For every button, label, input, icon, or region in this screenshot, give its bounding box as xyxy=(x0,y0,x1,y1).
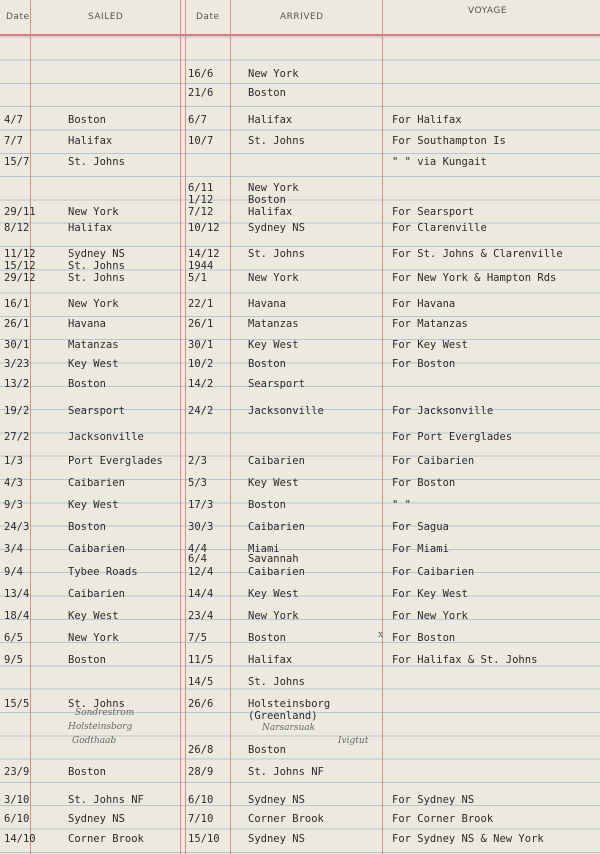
arrived-date: 5/3 xyxy=(188,477,207,489)
arrived-date: 17/3 xyxy=(188,499,214,511)
arrived-date: 7/10 xyxy=(188,813,214,825)
arrived-port: Key West xyxy=(248,477,299,489)
voyage-note: For Clarenville xyxy=(392,222,487,234)
sailed-date: 14/10 xyxy=(4,833,36,845)
arrived-port: (Greenland) xyxy=(248,710,318,722)
arrived-date: 6/11 xyxy=(188,182,214,194)
arrived-port: Sydney NS xyxy=(248,794,305,806)
arrived-date: 1/12 xyxy=(188,194,214,206)
voyage-note: " " via Kungait xyxy=(392,156,487,168)
arrived-date: 15/10 xyxy=(188,833,220,845)
sailed-port: Caibarien xyxy=(68,543,125,555)
sailed-port: St. Johns NF xyxy=(68,794,144,806)
sailed-port: Boston xyxy=(68,114,106,126)
arrived-port: New York xyxy=(248,182,299,194)
arrived-port: Boston xyxy=(248,632,286,644)
arrived-port: Halifax xyxy=(248,206,293,218)
voyage-note: For Matanzas xyxy=(392,318,468,330)
arrived-date: 10/2 xyxy=(188,358,214,370)
arrived-port: Boston xyxy=(248,499,286,511)
sailed-date: 19/2 xyxy=(4,405,30,417)
arrived-port: New York xyxy=(248,610,299,622)
sailed-port: Boston xyxy=(68,378,106,390)
voyage-note: For Caibarien xyxy=(392,455,475,467)
arrived-port: Halifax xyxy=(248,114,293,126)
sailed-port: New York xyxy=(68,298,119,310)
arrived-date: 26/8 xyxy=(188,744,214,756)
header-arrived: ARRIVED xyxy=(280,12,324,22)
arrived-port: Havana xyxy=(248,298,286,310)
sailed-port: Searsport xyxy=(68,405,125,417)
column-rule xyxy=(230,0,231,854)
arrived-port: Sydney NS xyxy=(248,833,305,845)
note-greenland: Ivigtut xyxy=(338,736,369,746)
arrived-date: 14/4 xyxy=(188,588,214,600)
sailed-port: Halifax xyxy=(68,135,113,147)
voyage-note: For Boston xyxy=(392,358,456,370)
sailed-date: 8/12 xyxy=(4,222,30,234)
arrived-port: Key West xyxy=(248,339,299,351)
sailed-date: 4/3 xyxy=(4,477,23,489)
arrived-port: Caibarien xyxy=(248,455,305,467)
sailed-port: Boston xyxy=(68,521,106,533)
sailed-date: 30/1 xyxy=(4,339,30,351)
sailed-port: Corner Brook xyxy=(68,833,144,845)
arrived-date: 14/5 xyxy=(188,676,214,688)
arrived-port: St. Johns xyxy=(248,248,305,260)
sailed-date: 9/4 xyxy=(4,566,23,578)
arrived-port: Caibarien xyxy=(248,566,305,578)
arrived-date: 1944 xyxy=(188,260,214,272)
sailed-port: Halifax xyxy=(68,222,113,234)
voyage-note: For Havana xyxy=(392,298,456,310)
voyage-note: " " xyxy=(392,499,411,511)
sailed-port: Sydney NS xyxy=(68,248,125,260)
voyage-note: For Searsport xyxy=(392,206,475,218)
voyage-note: For Jacksonville xyxy=(392,405,494,417)
sailed-port: St. Johns xyxy=(68,698,125,710)
voyage-note: For Sagua xyxy=(392,521,449,533)
arrived-date: 6/7 xyxy=(188,114,207,126)
sailed-date: 3/4 xyxy=(4,543,23,555)
sailed-date: 27/2 xyxy=(4,431,30,443)
sailed-date: 13/2 xyxy=(4,378,30,390)
voyage-note: For Port Everglades xyxy=(392,431,513,443)
arrived-port: New York xyxy=(248,68,299,80)
arrived-port: Miami xyxy=(248,543,280,555)
sailed-date: 6/10 xyxy=(4,813,30,825)
voyage-note: For Corner Brook xyxy=(392,813,494,825)
sailed-date: 3/23 xyxy=(4,358,30,370)
sailed-port: Caibarien xyxy=(68,477,125,489)
voyage-note: For Southampton Is xyxy=(392,135,506,147)
arrived-date: 11/5 xyxy=(188,654,214,666)
sailed-date: 13/4 xyxy=(4,588,30,600)
voyage-note: For Halifax & St. Johns xyxy=(392,654,538,666)
note-greenland: Sondrestrom xyxy=(75,708,135,718)
sailed-port: Port Everglades xyxy=(68,455,163,467)
arrived-port: Holsteinsborg xyxy=(248,698,331,710)
arrived-port: Matanzas xyxy=(248,318,299,330)
voyage-note: For Caibarien xyxy=(392,566,475,578)
arrived-date: 7/5 xyxy=(188,632,207,644)
sailed-date: 9/5 xyxy=(4,654,23,666)
arrived-date: 22/1 xyxy=(188,298,214,310)
arrived-port: St. Johns xyxy=(248,676,305,688)
arrived-port: New York xyxy=(248,272,299,284)
arrived-port: Halifax xyxy=(248,654,293,666)
arrived-date: 14/12 xyxy=(188,248,220,260)
arrived-port: Boston xyxy=(248,358,286,370)
sailed-port: Caibarien xyxy=(68,588,125,600)
arrived-date: 4/4 xyxy=(188,543,207,555)
voyage-note: For Key West xyxy=(392,588,468,600)
voyage-note: For New York & Hampton Rds xyxy=(392,272,557,284)
sailed-date: 11/12 xyxy=(4,248,36,260)
arrived-date: 28/9 xyxy=(188,766,214,778)
arrived-port: Boston xyxy=(248,87,286,99)
note-greenland: Godthaab xyxy=(72,736,117,746)
sailed-date: 29/12 xyxy=(4,272,36,284)
arrived-date: 30/3 xyxy=(188,521,214,533)
arrived-date: 16/6 xyxy=(188,68,214,80)
voyage-note: For New York xyxy=(392,610,468,622)
sailed-date: 23/9 xyxy=(4,766,30,778)
arrived-port: Boston xyxy=(248,194,286,206)
voyage-note: For Key West xyxy=(392,339,468,351)
sailed-port: New York xyxy=(68,206,119,218)
header-date-sailed: Date xyxy=(6,12,30,22)
arrived-port: Savannah xyxy=(248,553,299,565)
sailed-port: Tybee Roads xyxy=(68,566,138,578)
header-date-arrived: Date xyxy=(196,12,220,22)
sailed-date: 18/4 xyxy=(4,610,30,622)
sailed-date: 9/3 xyxy=(4,499,23,511)
sailed-date: 15/7 xyxy=(4,156,30,168)
arrived-date: 10/12 xyxy=(188,222,220,234)
sailed-port: Key West xyxy=(68,610,119,622)
sailed-date: 15/5 xyxy=(4,698,30,710)
sailed-port: Sydney NS xyxy=(68,813,125,825)
column-rule xyxy=(30,0,31,854)
sailed-port: Key West xyxy=(68,499,119,511)
note-greenland: Narsarsuak xyxy=(262,723,316,733)
sailed-port: Jacksonville xyxy=(68,431,144,443)
sailed-date: 6/5 xyxy=(4,632,23,644)
arrived-date: 21/6 xyxy=(188,87,214,99)
sailed-date: 1/3 xyxy=(4,455,23,467)
sailed-port: St. Johns xyxy=(68,156,125,168)
arrived-date: 5/1 xyxy=(188,272,207,284)
header-sailed: SAILED xyxy=(88,12,124,22)
sailed-date: 7/7 xyxy=(4,135,23,147)
arrived-port: Boston xyxy=(248,744,286,756)
arrived-date: 23/4 xyxy=(188,610,214,622)
sailed-date: 3/10 xyxy=(4,794,30,806)
arrived-port: Corner Brook xyxy=(248,813,324,825)
sailed-port: Boston xyxy=(68,766,106,778)
arrived-date: 24/2 xyxy=(188,405,214,417)
sailed-port: New York xyxy=(68,632,119,644)
note-greenland: Holsteinsborg xyxy=(68,722,133,732)
arrived-date: 26/1 xyxy=(188,318,214,330)
sailed-port: St. Johns xyxy=(68,260,125,272)
arrived-date: 26/6 xyxy=(188,698,214,710)
sailed-port: Havana xyxy=(68,318,106,330)
column-rule xyxy=(382,0,383,854)
column-rule xyxy=(180,0,186,854)
voyage-note: For Boston xyxy=(392,477,456,489)
arrived-date: 10/7 xyxy=(188,135,214,147)
arrived-port: St. Johns NF xyxy=(248,766,324,778)
voyage-note: For Boston xyxy=(392,632,456,644)
voyage-note: For Sydney NS & New York xyxy=(392,833,544,845)
arrived-date: 6/10 xyxy=(188,794,214,806)
arrived-port: Searsport xyxy=(248,378,305,390)
header-voyage: VOYAGE xyxy=(468,6,508,16)
sailed-date: 29/11 xyxy=(4,206,36,218)
arrived-date: 6/4 xyxy=(188,553,207,565)
arrived-port: Caibarien xyxy=(248,521,305,533)
sailed-port: St. Johns xyxy=(68,272,125,284)
voyage-note: For St. Johns & Clarenville xyxy=(392,248,563,260)
sailed-date: 26/1 xyxy=(4,318,30,330)
sailed-date: 16/1 xyxy=(4,298,30,310)
voyage-note: For Halifax xyxy=(392,114,462,126)
arrived-port: Key West xyxy=(248,588,299,600)
sailed-date: 4/7 xyxy=(4,114,23,126)
sailed-date: 24/3 xyxy=(4,521,30,533)
sailed-date: 15/12 xyxy=(4,260,36,272)
arrived-date: 30/1 xyxy=(188,339,214,351)
voyage-note: For Miami xyxy=(392,543,449,555)
arrived-port: St. Johns xyxy=(248,135,305,147)
arrived-port: Jacksonville xyxy=(248,405,324,417)
arrived-date: 7/12 xyxy=(188,206,214,218)
voyage-note: For Sydney NS xyxy=(392,794,475,806)
arrived-port: Sydney NS xyxy=(248,222,305,234)
sailed-port: Matanzas xyxy=(68,339,119,351)
arrived-date: 14/2 xyxy=(188,378,214,390)
sailed-port: Key West xyxy=(68,358,119,370)
arrived-date: 12/4 xyxy=(188,566,214,578)
sailed-port: Boston xyxy=(68,654,106,666)
arrived-date: 2/3 xyxy=(188,455,207,467)
mark-x: x xyxy=(378,630,384,640)
